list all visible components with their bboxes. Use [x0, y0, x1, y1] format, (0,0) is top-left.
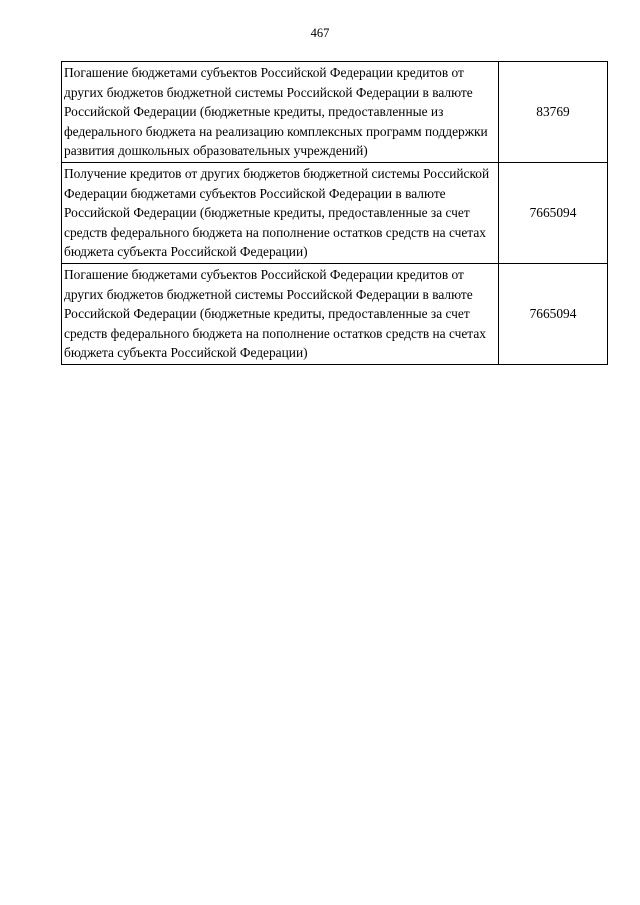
table-row: [62, 62, 608, 163]
page-number: 467: [310, 26, 330, 40]
table-row: [62, 263, 608, 364]
row-amount: 7665094: [499, 162, 608, 263]
row-amount: 83769: [499, 62, 608, 163]
row-amount: 7665094: [499, 263, 608, 364]
table-row: [62, 162, 608, 263]
budget-table: [61, 61, 608, 365]
row-description: Получение кредитов от других бюджетов бюджетной системы Российской Федерации бюджетами субъектов Российской Федерации в валюте Российской Федерации (бюджетные кредиты, предоставленные за счет средств федерального бюджета на пополнение остатков средств на счетах бюджета субъекта Российской Федерации): [62, 162, 499, 263]
row-description: Погашение бюджетами субъектов Российской Федерации кредитов от других бюджетов бюджетной системы Российской Федерации в валюте Российской Федерации (бюджетные кредиты, предоставленные за счет средств федерального бюджета на пополнение остатков средств на счетах бюджета субъекта Российской Федерации): [62, 263, 499, 364]
row-description: Погашение бюджетами субъектов Российской Федерации кредитов от других бюджетов бюджетной системы Российской Федерации в валюте Российской Федерации (бюджетные кредиты, предоставленные из федерального бюджета на реализацию комплексных программ поддержки развития дошкольных образовательных учреждений): [62, 62, 499, 163]
